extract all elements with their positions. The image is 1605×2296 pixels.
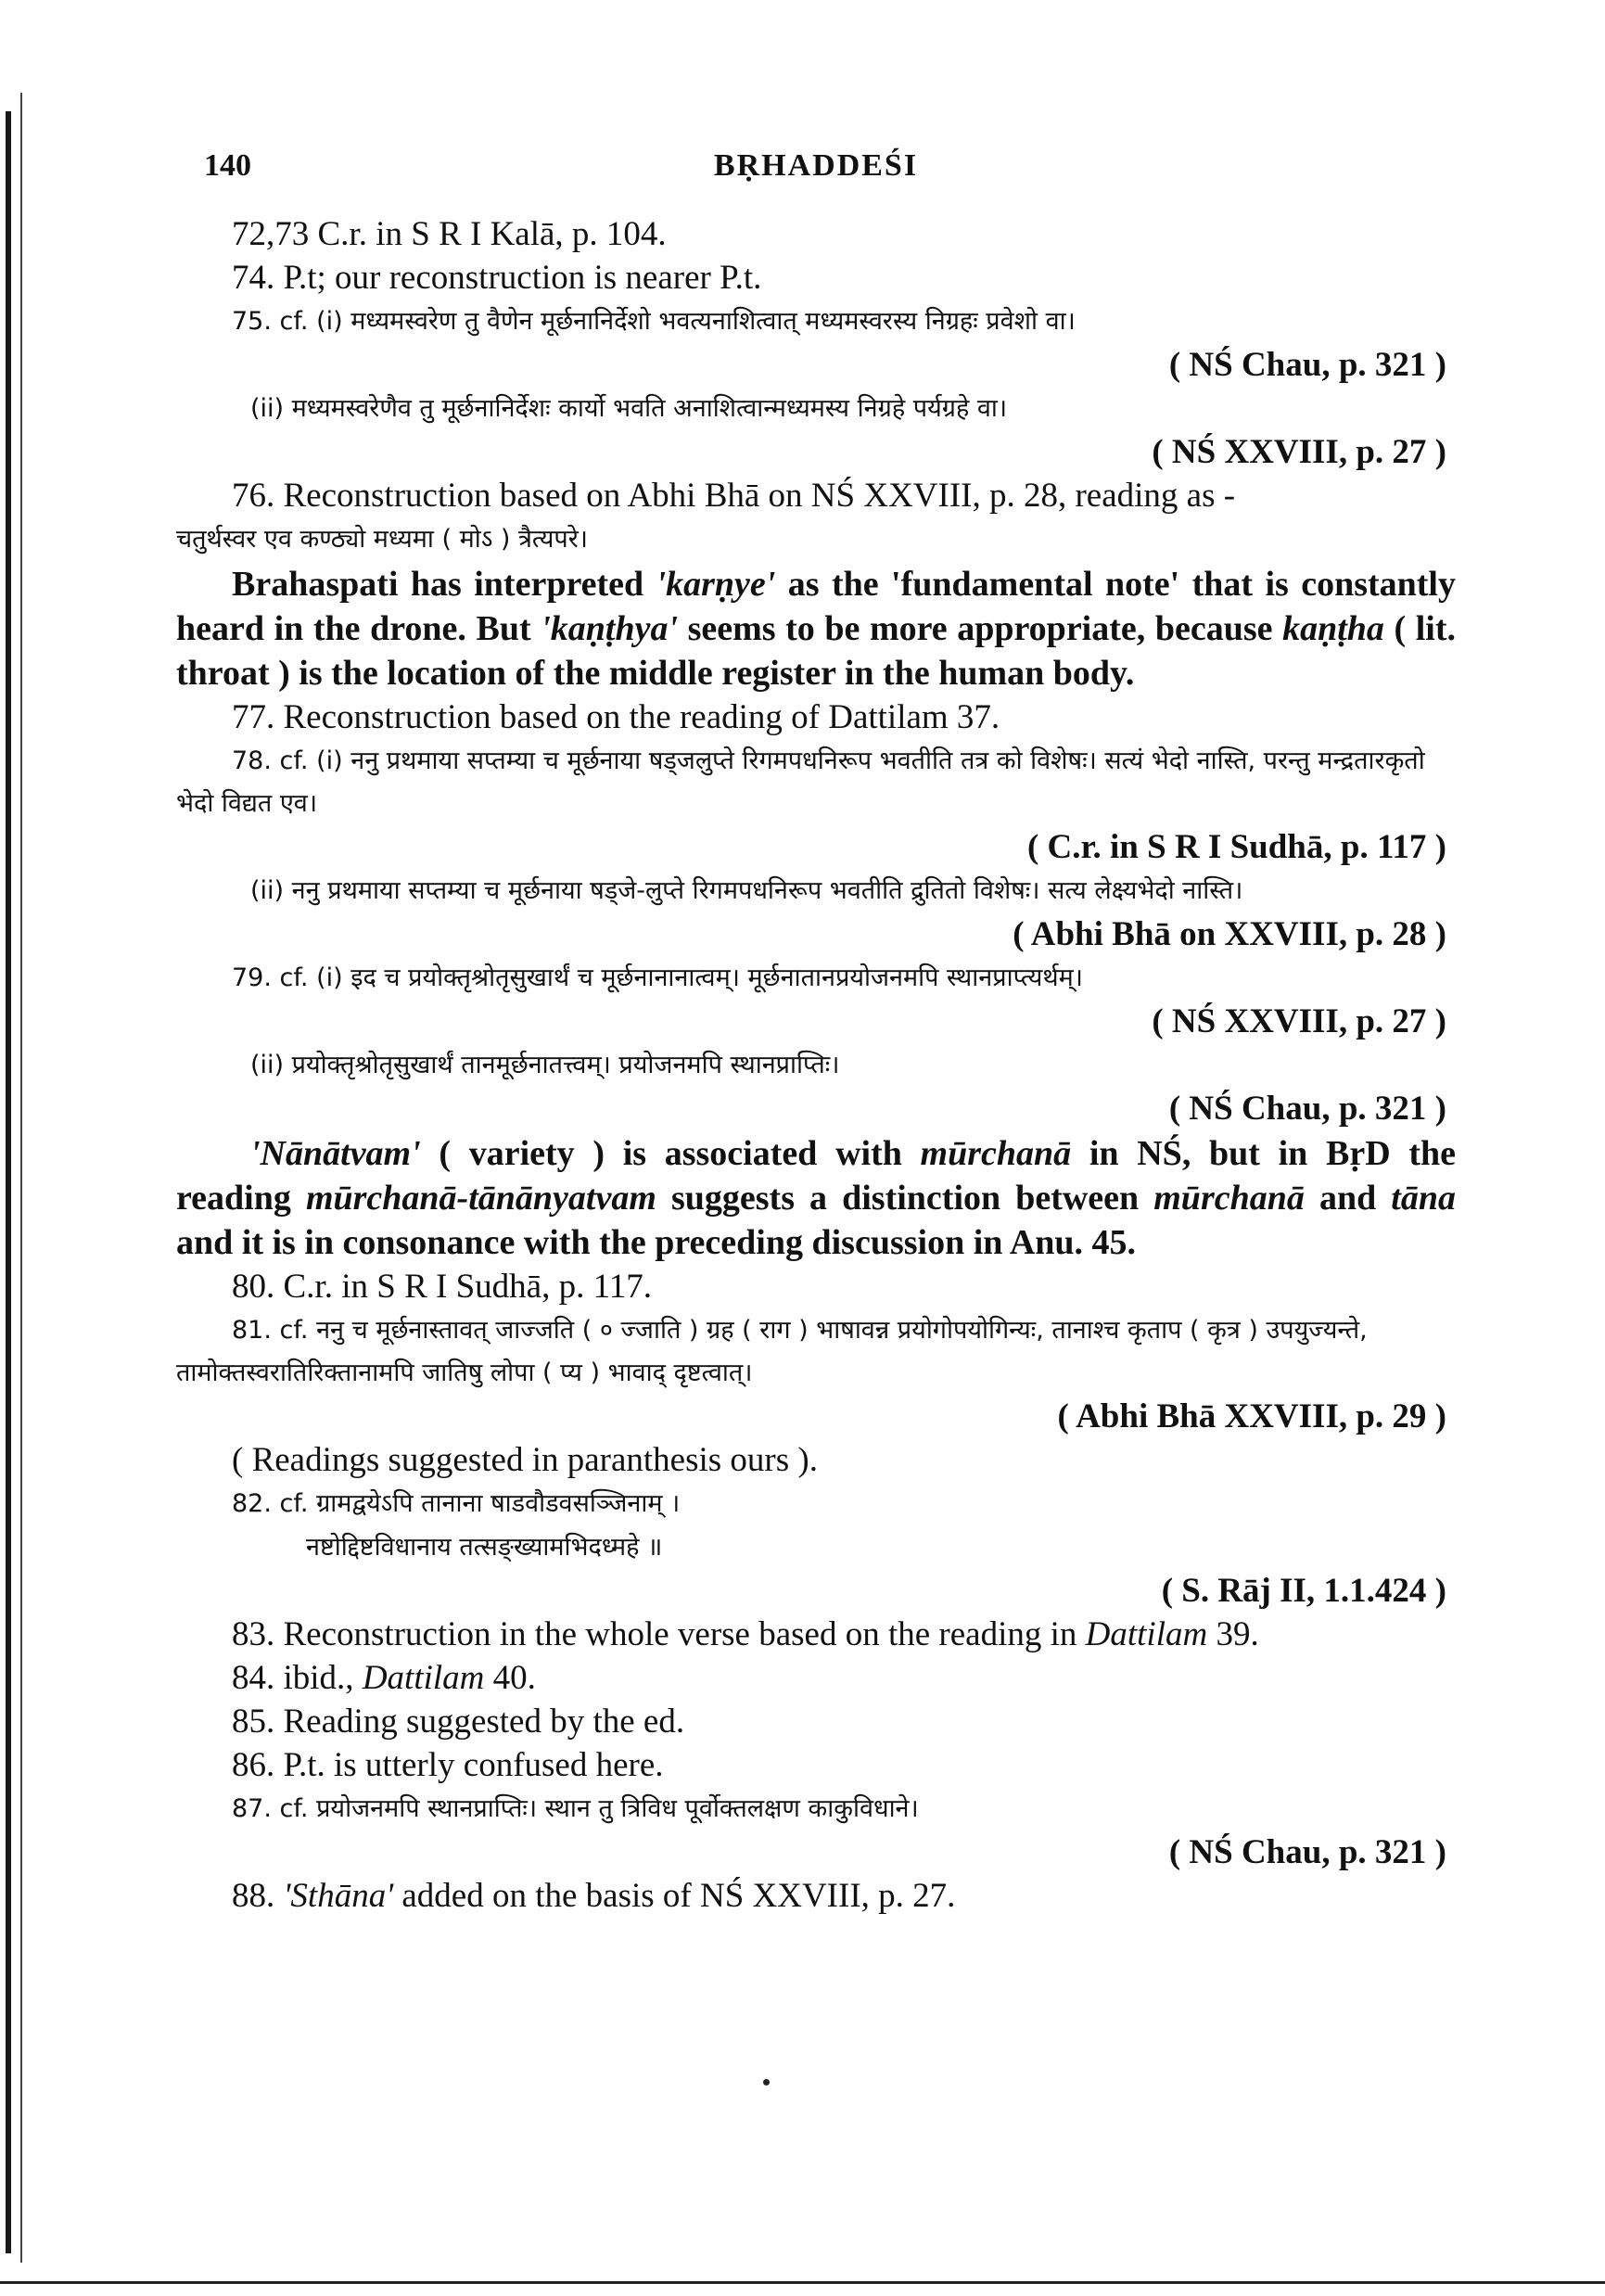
para2-term-murchana-2: mūrchanā — [1153, 1179, 1305, 1218]
page-header — [176, 148, 1456, 213]
note-83-text-c: 39. — [1207, 1615, 1259, 1653]
running-head: BṚHADDEŚI — [713, 148, 919, 183]
para1-term-kanthya: 'kaṇṭhya' — [541, 609, 679, 648]
note-77: 77. Reconstruction based on the reading of Dattilam 37. — [232, 698, 1000, 736]
note-84 — [176, 1657, 1456, 1700]
para2-text-b: ( variety ) is associated with — [420, 1134, 921, 1173]
notes-body — [176, 213, 1456, 1918]
note-78-i-ref: ( C.r. in S R I Sudhā, p. 117 ) — [1026, 828, 1446, 866]
note-86: 86. P.t. is utterly confused here. — [232, 1746, 664, 1784]
para1-term-kantha: kaṇṭha — [1282, 609, 1384, 648]
note-75-ii-ref: ( NŚ XXVIII, p. 27 ) — [1152, 433, 1446, 471]
note-78-ii-ref: ( Abhi Bhā on XXVIII, p. 28 ) — [1013, 915, 1446, 953]
note-75-i-ref: ( NŚ Chau, p. 321 ) — [1168, 346, 1446, 384]
note-81-comment: ( Readings suggested in paranthesis ours ). — [232, 1441, 818, 1479]
note-78-ii: (ii) ननु प्रथमाया सप्तम्या च मूर्छनाया षड्जे-लुप्ते रिगमपधनिरूप भवतीति द्रुतितो विशेषः। सत्य लेक्ष्यभेदो नास्ति। — [250, 876, 1243, 905]
page — [176, 148, 1456, 1919]
para2-text-j: and it is in consonance with the preceding discussion in Anu. 45. — [176, 1223, 1137, 1262]
paragraph-nanatvam — [176, 1131, 1456, 1265]
note-82: 82. cf. ग्रामद्वयेऽपि तानाना षाडवौडवसञ्जिनाम् । — [232, 1489, 681, 1518]
para2-term-tana: tāna — [1391, 1179, 1456, 1218]
page-number: 140 — [204, 148, 251, 183]
paragraph-brahaspati — [176, 562, 1456, 695]
note-83 — [176, 1614, 1456, 1656]
para2-text-f: suggests a distinction between — [656, 1179, 1154, 1218]
para1-text-a: Brahaspati has interpreted — [232, 565, 656, 604]
para2-text-h: and — [1304, 1179, 1392, 1218]
note-88-text-a: 88. — [232, 1877, 284, 1915]
note-83-text-a: 83. Reconstruction in the whole verse based on the reading in — [232, 1615, 1086, 1653]
note-88-text-c: added on the basis of NŚ XXVIII, p. 27. — [393, 1877, 956, 1915]
para1-text-c: as the 'fundamental note' that is constantly heard in the drone. But — [176, 565, 1456, 648]
scan-edge-left — [6, 111, 11, 2253]
note-78-i: 78. cf. (i) ननु प्रथमाया सप्तम्या च मूर्छनाया षड्जलुप्ते रिगमपधनिरूप भवतीति तत्र को विशेषः। सत्यं भेदो नास्ति, परन्तु मन्द्रतारकृतो भेदो विद्यत एव। — [176, 746, 1425, 818]
stray-dot — [763, 2079, 770, 2086]
note-84-text-c: 40. — [484, 1659, 536, 1697]
note-79-i-ref: ( NŚ XXVIII, p. 27 ) — [1152, 1002, 1446, 1040]
note-72: 72,73 C.r. in S R I Kalā, p. 104. — [232, 215, 667, 253]
note-81: 81. cf. ननु च मूर्छनास्तावत् जाज्जति ( ० ज्जाति ) ग्रह ( राग ) भाषावन्न प्रयोगोपयोगिन्यः, तानाश्च कृताप ( कृत्र ) उपयुज्यन्ते, तामोक्तस्वरातिरिक्तानामपि जातिषु लोपा ( प्य ) भावाद् दृष्टत्वात्। — [176, 1316, 1368, 1387]
note-75-ii: (ii) मध्यमस्वरेणैव तु मूर्छनानिर्देशः कार्यो भवति अनाशित्वान्मध्यमस्य निग्रहे पर्यग्रहे वा। — [250, 394, 1008, 423]
note-87: 87. cf. प्रयोजनमपि स्थानप्राप्तिः। स्थान तु त्रिविध पूर्वोक्तलक्षण काकुविधाने। — [232, 1794, 919, 1823]
scan-edge-bottom — [0, 2281, 1605, 2284]
note-76: 76. Reconstruction based on Abhi Bhā on NŚ XXVIII, p. 28, reading as - — [232, 477, 1236, 515]
para1-text-g: ( lit. throat ) is the location of the middle register in the human body. — [176, 609, 1456, 693]
para1-text-e: seems to be more appropriate, because — [678, 609, 1283, 648]
note-83-dattilam: Dattilam — [1085, 1615, 1208, 1653]
note-82-ref: ( S. Rāj II, 1.1.424 ) — [1161, 1572, 1446, 1610]
para2-term-murchana-tananyatvam: mūrchanā-tānānyatvam — [305, 1179, 656, 1218]
note-79-ii-ref: ( NŚ Chau, p. 321 ) — [1168, 1090, 1446, 1128]
note-75-i: 75. cf. (i) मध्यमस्वरेण तु वैणेन मूर्छनानिर्देशो भवत्यनाशित्वात् मध्यमस्वरस्य निग्रहः प्रवेशो वा। — [232, 307, 1076, 336]
note-76-devanagari: चतुर्थस्वर एव कण्ठ्यो मध्यमा ( मोऽ ) त्रैत्यपरे। — [176, 525, 589, 554]
note-84-text-a: 84. ibid., — [232, 1659, 363, 1697]
note-82-line2: नष्टोद्दिष्टविधानाय तत्सङ्ख्यामभिदध्महे ॥ — [306, 1533, 663, 1562]
note-74: 74. P.t; our reconstruction is nearer P.t. — [232, 259, 762, 297]
note-88-sthana: 'Sthāna' — [283, 1877, 394, 1915]
para1-term-karnye: 'karṇye' — [656, 565, 776, 604]
para2-term-nanatvam: 'Nānātvam' — [250, 1134, 421, 1173]
note-80: 80. C.r. in S R I Sudhā, p. 117. — [232, 1268, 652, 1306]
note-84-dattilam: Dattilam — [362, 1659, 485, 1697]
note-81-ref: ( Abhi Bhā XXVIII, p. 29 ) — [1057, 1397, 1446, 1435]
note-87-ref: ( NŚ Chau, p. 321 ) — [1168, 1833, 1446, 1871]
para2-term-murchana: mūrchanā — [920, 1134, 1072, 1173]
para2-text-d: in NŚ, but in BṛD the reading — [176, 1134, 1456, 1218]
note-85: 85. Reading suggested by the ed. — [232, 1703, 685, 1741]
note-88 — [176, 1875, 1456, 1918]
note-79-i: 79. cf. (i) इद च प्रयोक्तृश्रोतृसुखार्थं च मूर्छनानानात्वम्। मूर्छनातानप्रयोजनमपि स्थानप्राप्त्यर्थम्। — [232, 963, 1084, 992]
note-79-ii: (ii) प्रयोक्तृश्रोतृसुखार्थं तानमूर्छनातत्त्वम्। प्रयोजनमपि स्थानप्राप्तिः। — [250, 1051, 840, 1079]
scan-edge-line — [20, 93, 22, 2263]
